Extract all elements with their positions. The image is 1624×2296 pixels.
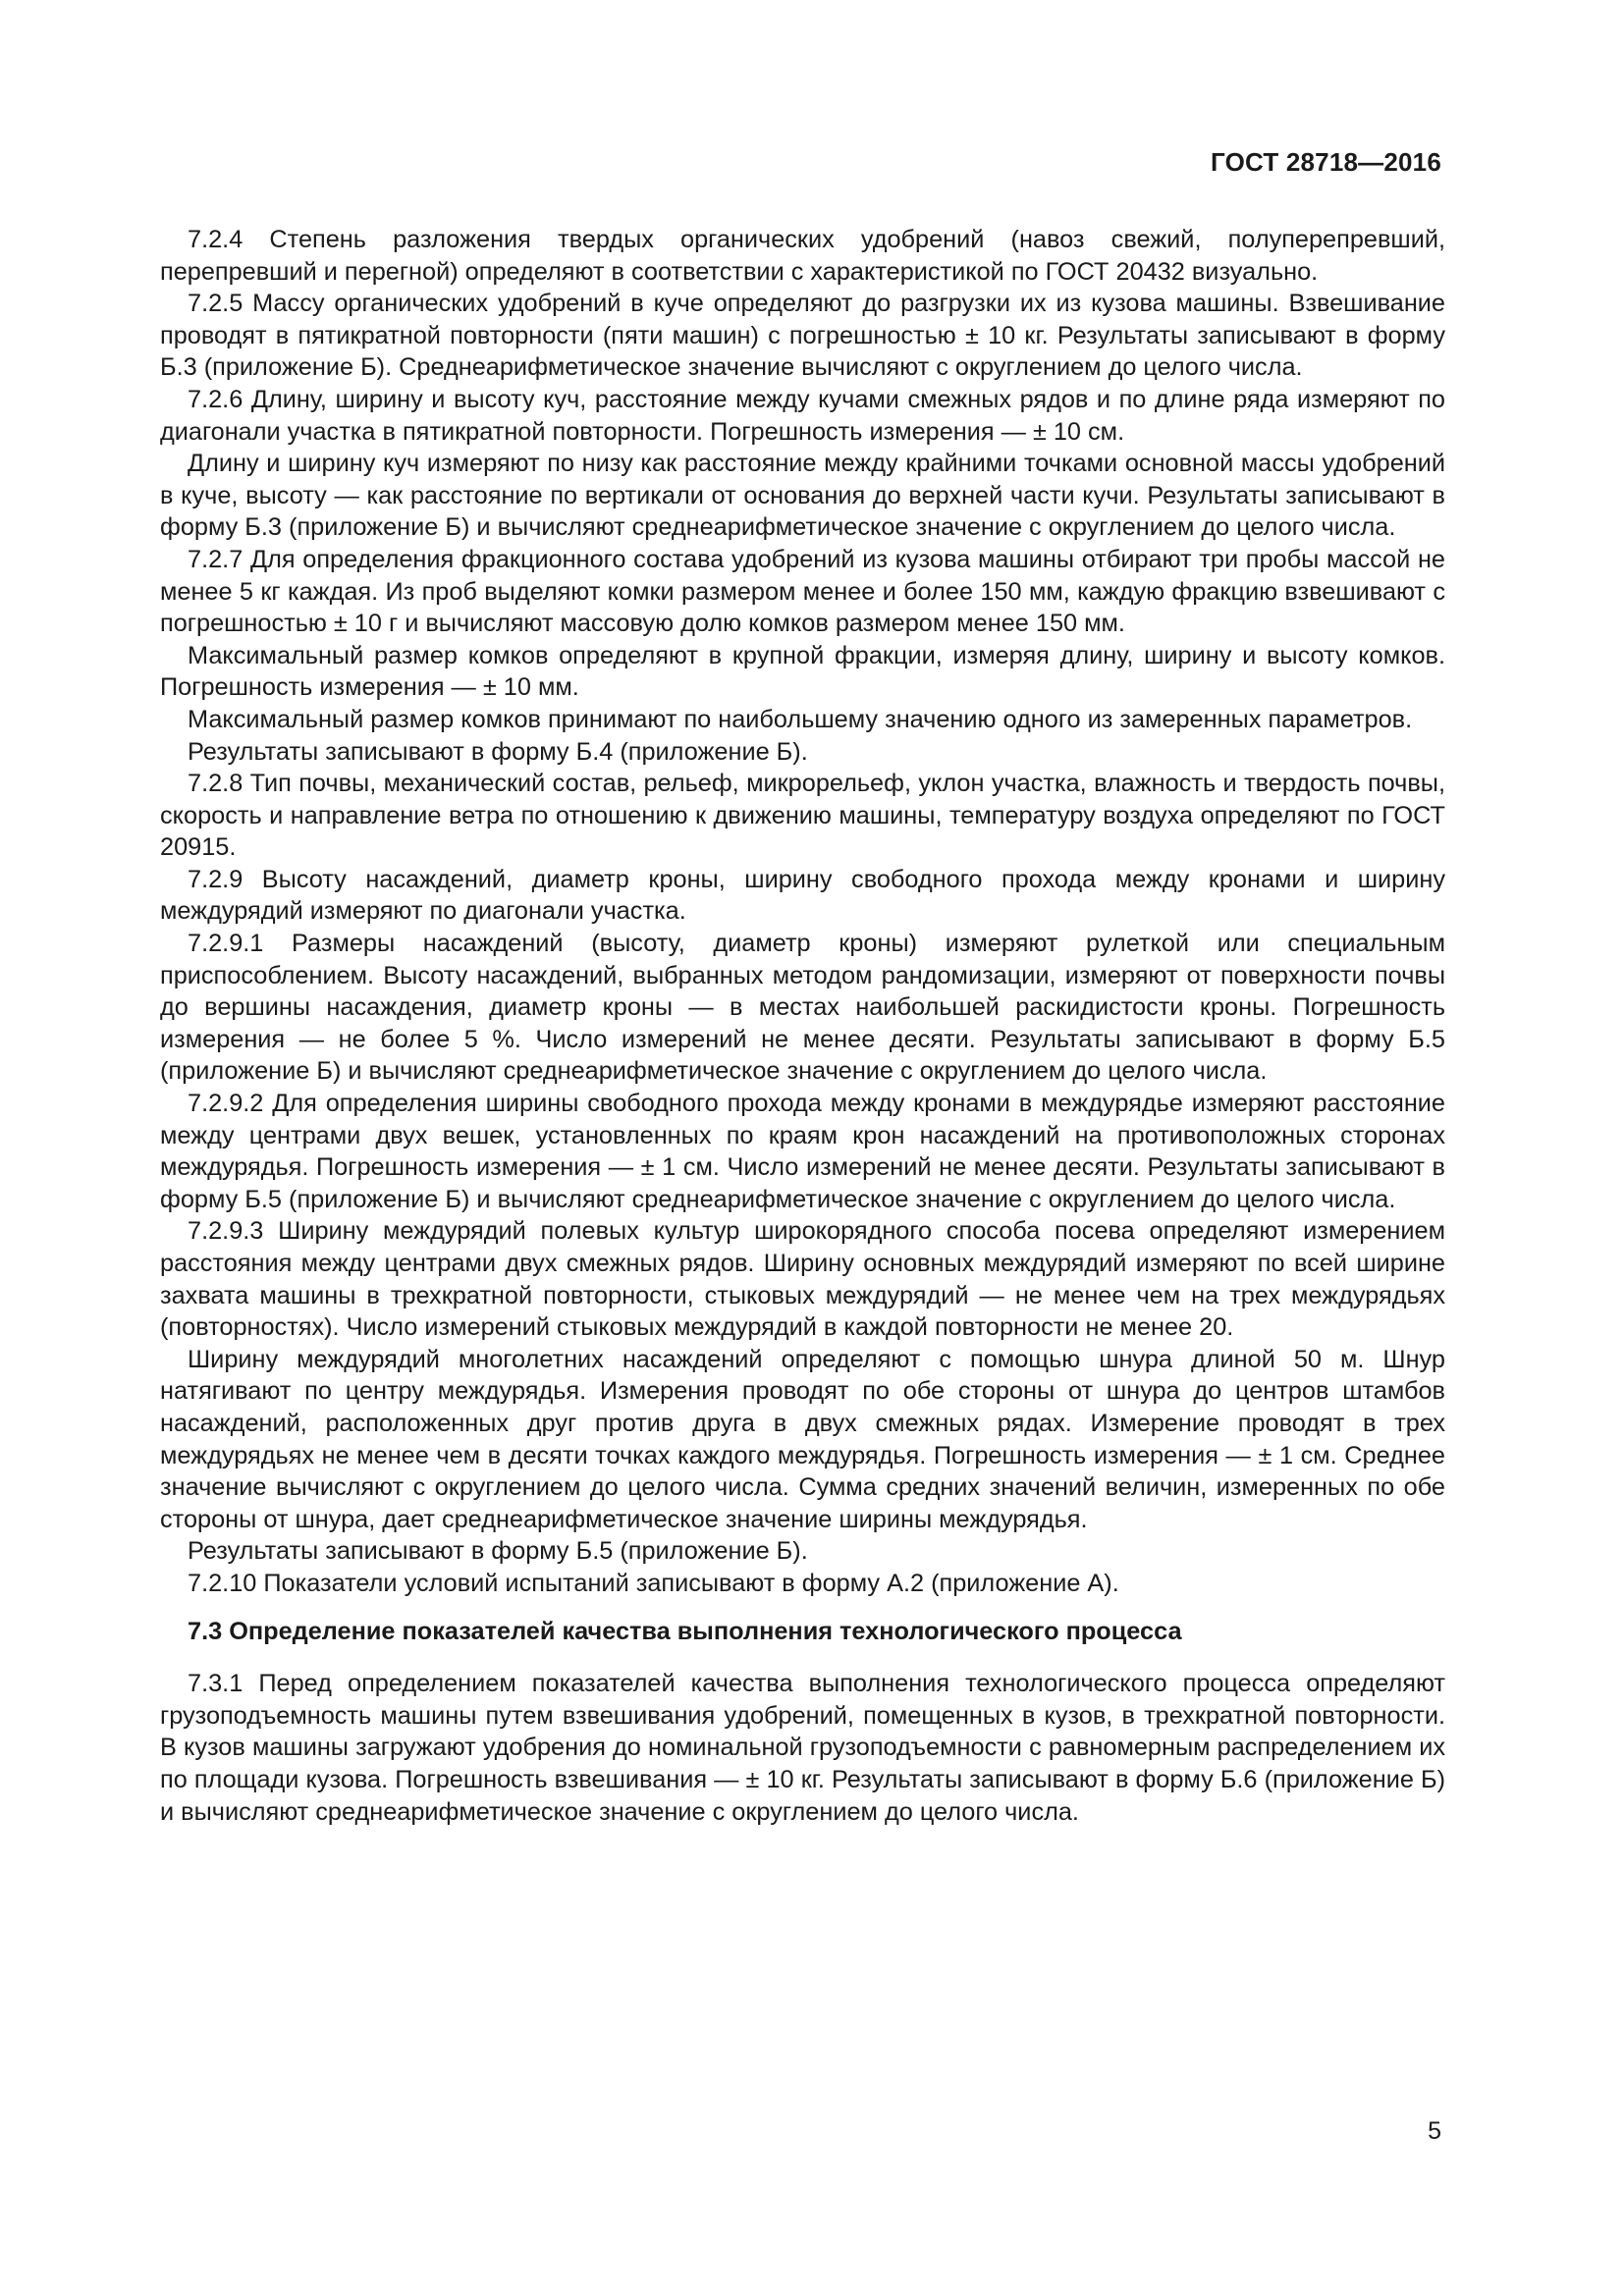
paragraph-7-2-6: 7.2.6 Длину, ширину и высоту куч, расстояние между кучами смежных рядов и по длине ряда измеряют по диагонали участка в пятикратной повторности. Погрешность измерения — ± 10 см.	[160, 385, 1445, 446]
document-code: ГОСТ 28718—2016	[1211, 147, 1441, 177]
page-body	[160, 224, 1445, 1828]
section-heading-7-3: 7.3 Определение показателей качества выполнения технологического процесса	[188, 1617, 1182, 1645]
paragraph-7-2-7: 7.2.7 Для определения фракционного состава удобрений из кузова машины отбирают три пробы массой не менее 5 кг каждая. Из проб выделяют комки размером менее и более 150 мм, каждую фракцию взвешивают с погрешностью ± 10 г и вычисляют массовую долю комков размером менее 150 мм.	[160, 545, 1445, 638]
paragraph-perennial-rows: Ширину междурядий многолетних насаждений определяют с помощью шнура длиной 50 м. Шнур натягивают по центру междурядья. Измерения проводят по обе стороны от шнура до центров штамбов насаждений, расположенных друг против друга в двух смежных рядах. Измерение проводят в трех междурядьях не менее чем в десяти точках каждого междурядья. Погрешность измерения — ± 1 см. Среднее значение вычисляют с округлением до целого числа. Сумма средних значений величин, измеренных по обе стороны от шнура, дает среднеарифметическое значение ширины междурядья.	[160, 1345, 1445, 1533]
paragraph-7-2-10: 7.2.10 Показатели условий испытаний записывают в форму А.2 (приложение А).	[188, 1569, 1119, 1597]
paragraph-7-2-8: 7.2.8 Тип почвы, механический состав, рельеф, микрорельеф, уклон участка, влажность и твердость почвы, скорость и направление ветра по отношению к движению машины, температуру воздуха определяют по ГОСТ 20915.	[160, 770, 1445, 862]
page-number: 5	[1428, 2117, 1441, 2145]
paragraph-results-b5: Результаты записывают в форму Б.5 (приложение Б).	[188, 1537, 808, 1566]
paragraph-7-2-9-3: 7.2.9.3 Ширину междурядий полевых культур широкорядного способа посева определяют измерением расстояния между центрами двух смежных рядов. Ширину основных междурядий измеряют по всей ширине захвата машины в трехкратной повторности, стыковых междурядий — не менее чем на трех междурядьях (повторностях). Число измерений стыковых междурядий в каждой повторности не менее 20.	[160, 1217, 1445, 1342]
paragraph-7-2-9-1: 7.2.9.1 Размеры насаждений (высоту, диаметр кроны) измеряют рулеткой или специальным приспособлением. Высоту насаждений, выбранных методом рандомизации, измеряют от поверхности почвы до вершины насаждения, диаметр кроны — в местах наибольшей раскидистости кроны. Погрешность измерения — не более 5 %. Число измерений не менее десяти. Результаты записывают в форму Б.5 (приложение Б) и вычисляют среднеарифметическое значение с округлением до целого числа.	[160, 930, 1445, 1086]
paragraph-results-b4: Результаты записывают в форму Б.4 (приложение Б).	[188, 737, 808, 766]
paragraph-7-2-4: 7.2.4 Степень разложения твердых органических удобрений (навоз свежий, полуперепревший, перепревший и перегной) определяют в соответствии с характеристикой по ГОСТ 20432 визуально.	[160, 226, 1445, 286]
paragraph-7-2-9-2: 7.2.9.2 Для определения ширины свободного прохода между кронами в междурядье измеряют расстояние между центрами двух вешек, установленных по краям крон насаждений на противоположных сторонах междурядья. Погрешность измерения — ± 1 см. Число измерений не менее десяти. Результаты записывают в форму Б.5 (приложение Б) и вычисляют среднеарифметическое значение с округлением до целого числа.	[160, 1090, 1445, 1213]
paragraph-max-lump-parameter: Максимальный размер комков принимают по наибольшему значению одного из замеренных параметров.	[188, 705, 1413, 733]
paragraph-heap-measurement: Длину и ширину куч измеряют по низу как расстояние между крайними точками основной массы удобрений в куче, высоту — как расстояние по вертикали от основания до верхней части кучи. Результаты записывают в форму Б.3 (приложение Б) и вычисляют среднеарифметическое значение с округлением до целого числа.	[160, 450, 1445, 542]
paragraph-7-2-5: 7.2.5 Массу органических удобрений в куче определяют до разгрузки их из кузова машины. Взвешивание проводят в пятикратной повторности (пяти машин) с погрешностью ± 10 кг. Результаты записывают в форму Б.3 (приложение Б). Среднеарифметическое значение вычисляют с округлением до целого числа.	[160, 290, 1445, 382]
paragraph-7-2-9: 7.2.9 Высоту насаждений, диаметр кроны, ширину свободного прохода между кронами и ширину междурядий измеряют по диагонали участка.	[160, 865, 1445, 926]
paragraph-7-3-1: 7.3.1 Перед определением показателей качества выполнения технологического процесса определяют грузоподъемность машины путем взвешивания удобрений, помещенных в кузов, в трехкратной повторности. В кузов машины загружают удобрения до номинальной грузоподъемности с равномерным распределением их по площади кузова. Погрешность взвешивания — ± 10 кг. Результаты записывают в форму Б.6 (приложение Б) и вычисляют среднеарифметическое значение с округлением до целого числа.	[160, 1670, 1445, 1826]
paragraph-max-lump-size: Максимальный размер комков определяют в крупной фракции, измеряя длину, ширину и высоту комков. Погрешность измерения — ± 10 мм.	[160, 641, 1445, 702]
